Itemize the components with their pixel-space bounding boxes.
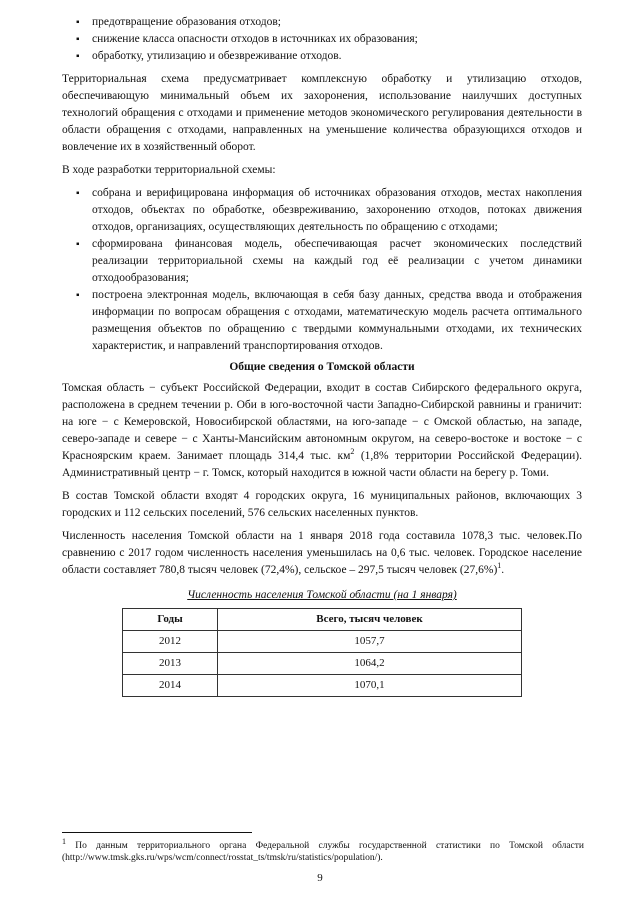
cell-total: 1064,2: [218, 653, 522, 675]
list-item: ▪ снижение класса опасности отходов в источниках их образования;: [62, 31, 582, 48]
bullet-list-mid: [62, 185, 582, 355]
table-caption: Численность населения Томской области (на 1 января): [187, 589, 457, 601]
paragraph-population: [62, 528, 582, 579]
header-years: Годы: [123, 609, 218, 631]
footnote: [62, 836, 584, 864]
table-row: [123, 675, 522, 697]
page-number: 9: [317, 872, 323, 884]
table-header-row: [123, 609, 522, 631]
table-row: [123, 653, 522, 675]
population-table: [122, 608, 522, 697]
cell-year: 2013: [123, 653, 218, 675]
paragraph-population-text: Численность населения Томской области на 1 января 2018 года составила 1078,3 тыс. человек.По сравнению с 2017 годом численность населения уменьшилась на 0,6 тыс. человек. Городское население области составляет 780,8 тысяч человек (72,4%), сельское – 297,5 тысяч человек (27,6%): [62, 530, 582, 576]
paragraph-region-tail: (1,8% территории Российской Федерации). Административный центр − г. Томск, который находится в южной части области на берегу р. Томи.: [62, 450, 583, 479]
paragraph-composition: В состав Томской области входят 4 городских округа, 16 муниципальных районов, включающих 3 городских и 112 сельских поселений, 576 сельских населенных пунктов.: [62, 490, 582, 519]
cell-total: 1070,1: [218, 675, 522, 697]
cell-year: 2012: [123, 631, 218, 653]
cell-year: 2014: [123, 675, 218, 697]
list-item: ▪ предотвращение образования отходов;: [62, 14, 582, 31]
list-item: ▪ построена электронная модель, включающая в себя базу данных, средства ввода и отображения информации по вопросам обращения с отходами, математическую модель расчета оптимального размещения объектов по обращению с твердыми коммунальными отходами, их технических характеристик, и направлений транспортирования отходов.: [62, 287, 582, 355]
table-row: [123, 631, 522, 653]
bullet-list-top: [62, 14, 582, 65]
footnote-mark: 1: [62, 836, 66, 846]
paragraph-development: В ходе разработки территориальной схемы:: [62, 164, 276, 176]
superscript-km2: 2: [350, 447, 355, 457]
header-total: Всего, тысяч человек: [218, 609, 522, 631]
paragraph-region-text: Томская область − субъект Российской Федерации, входит в состав Сибирского федерального округа, расположена в среднем течении р. Оби в юго-восточной части Западно-Сибирской равнины и граничит: на юге − с Кемеровской, Новосибирской областями, на юго-западе − с Омской областью, на западе, северо-западе и севере − с Ханты-Мансийским автономным округом, на северо-востоке и востоке − с Красноярским краем. Занимает площадь 314,4 тыс. км: [62, 382, 582, 462]
footnote-reference: 1: [497, 561, 502, 571]
footnote-divider: [62, 832, 252, 833]
cell-total: 1057,7: [218, 631, 522, 653]
document-page: [62, 14, 582, 697]
list-item: ▪ обработку, утилизацию и обезвреживание отходов.: [62, 48, 582, 65]
footnote-text: По данным территориального органа Федеральной службы государственной статистики по Томской области (http://www.tmsk.gks.ru/wps/wcm/connect/rosstat_ts/tmsk/ru/statistics/population/).: [62, 841, 584, 863]
section-heading: Общие сведения о Томской области: [229, 361, 415, 373]
paragraph-region: [62, 380, 582, 482]
list-item: ▪ собрана и верифицирована информация об источниках образования отходов, местах накопления отходов, объектах по обработке, обезвреживанию, захоронению отходов, потоках движения отходов, организациях, осуществляющих деятельность по обращению с отходами;: [62, 185, 582, 236]
paragraph-population-tail: .: [501, 564, 505, 576]
paragraph-scheme: Территориальная схема предусматривает комплексную обработку и утилизацию отходов, обеспечивающую минимальный объем их захоронения, использование наилучших доступных технологий обращения с отходами и применение методов экономического регулирования деятельности в области обращения с отходами, направленных на уменьшение количества образующихся отходов и вовлечение их в хозяйственный оборот.: [62, 73, 582, 153]
list-item: ▪ сформирована финансовая модель, обеспечивающая расчет экономических последствий реализации территориальной схемы на каждый год её реализации с учетом динамики отходообразования;: [62, 236, 582, 287]
